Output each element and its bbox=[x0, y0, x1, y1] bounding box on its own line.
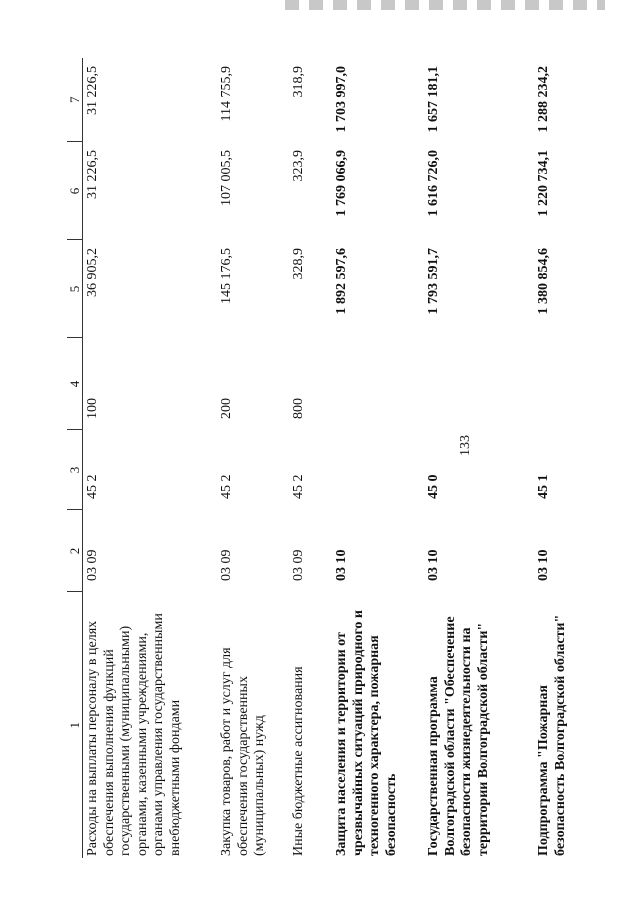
budget-table bbox=[67, 58, 618, 858]
row-name: Подпрограмма "Пожарная безопасность Волгоградской области" bbox=[536, 614, 568, 856]
table-row bbox=[424, 58, 534, 858]
row-type: 800 bbox=[291, 398, 307, 419]
row-name: Закупка товаров, работ и услуг для обеспечения государственных (муниципальных) нужд bbox=[219, 647, 268, 856]
row-value-6: 323,9 bbox=[291, 150, 307, 182]
budget-table-rotated bbox=[67, 58, 607, 858]
row-value-7: 31 226,5 bbox=[85, 66, 101, 115]
row-value-5: 145 176,5 bbox=[219, 248, 235, 304]
row-section: 03 10 bbox=[334, 549, 350, 581]
table-row bbox=[332, 58, 424, 858]
row-value-5: 1 380 854,6 bbox=[536, 248, 552, 315]
row-name: Государственная программа Волгоградской области "Обеспечение безопасности жизнедеятельности на территории Волгоградской области" bbox=[426, 616, 491, 856]
header-col-3: 3 bbox=[67, 430, 83, 510]
row-type: 200 bbox=[219, 398, 235, 419]
header-col-2: 2 bbox=[67, 510, 83, 592]
row-target: 45 2 bbox=[291, 474, 307, 499]
row-target: 45 2 bbox=[219, 474, 235, 499]
row-value-7: 318,9 bbox=[291, 66, 307, 98]
row-value-7: 1 703 997,0 bbox=[334, 66, 350, 133]
header-col-4: 4 bbox=[67, 338, 83, 430]
row-value-7: 1 657 181,1 bbox=[426, 66, 442, 133]
row-section: 03 10 bbox=[426, 549, 442, 581]
table-row bbox=[534, 58, 618, 858]
page-number: 133 bbox=[458, 435, 473, 456]
row-type bbox=[534, 338, 618, 430]
row-value-5: 36 905,2 bbox=[85, 248, 101, 297]
row-value-7: 1 288 234,2 bbox=[536, 66, 552, 133]
row-target bbox=[332, 430, 424, 510]
row-target: 45 2 bbox=[85, 474, 101, 499]
row-value-5: 1 793 591,7 bbox=[426, 248, 442, 315]
header-col-1: 1 bbox=[67, 592, 83, 858]
row-value-7: 114 755,9 bbox=[219, 66, 235, 122]
row-target: 45 1 bbox=[536, 474, 552, 499]
row-type bbox=[424, 338, 534, 430]
header-col-7: 7 bbox=[67, 58, 83, 142]
header-col-6: 6 bbox=[67, 142, 83, 240]
header-col-5: 5 bbox=[67, 240, 83, 338]
table-row bbox=[83, 58, 218, 858]
row-type: 100 bbox=[85, 398, 101, 419]
scan-artifact-marks bbox=[285, 0, 605, 10]
row-type bbox=[332, 338, 424, 430]
row-target: 45 0 bbox=[426, 474, 442, 499]
row-section: 03 09 bbox=[219, 549, 235, 581]
row-section: 03 10 bbox=[536, 549, 552, 581]
row-value-6: 31 226,5 bbox=[85, 150, 101, 199]
row-value-5: 1 892 597,6 bbox=[334, 248, 350, 315]
row-value-5: 328,9 bbox=[291, 248, 307, 280]
row-value-6: 107 005,5 bbox=[219, 150, 235, 206]
row-value-6: 1 769 066,9 bbox=[334, 150, 350, 217]
row-section: 03 09 bbox=[291, 549, 307, 581]
row-name: Иные бюджетные ассигнования bbox=[291, 666, 307, 856]
table-row bbox=[217, 58, 289, 858]
row-section: 03 09 bbox=[85, 549, 101, 581]
row-value-6: 1 220 734,1 bbox=[536, 150, 552, 217]
table-row bbox=[289, 58, 332, 858]
header-row bbox=[67, 58, 83, 858]
row-name: Защита населения и территории от чрезвычайных ситуаций природного и техногенного характера, пожарная безопасность bbox=[334, 610, 399, 856]
row-name: Расходы на выплаты персоналу в целях обеспечения выполнения функций государственными (муниципальными) органами, казенными учреждениями, органами управления государственными внебюджетными фондами bbox=[85, 613, 183, 856]
row-value-6: 1 616 726,0 bbox=[426, 150, 442, 217]
